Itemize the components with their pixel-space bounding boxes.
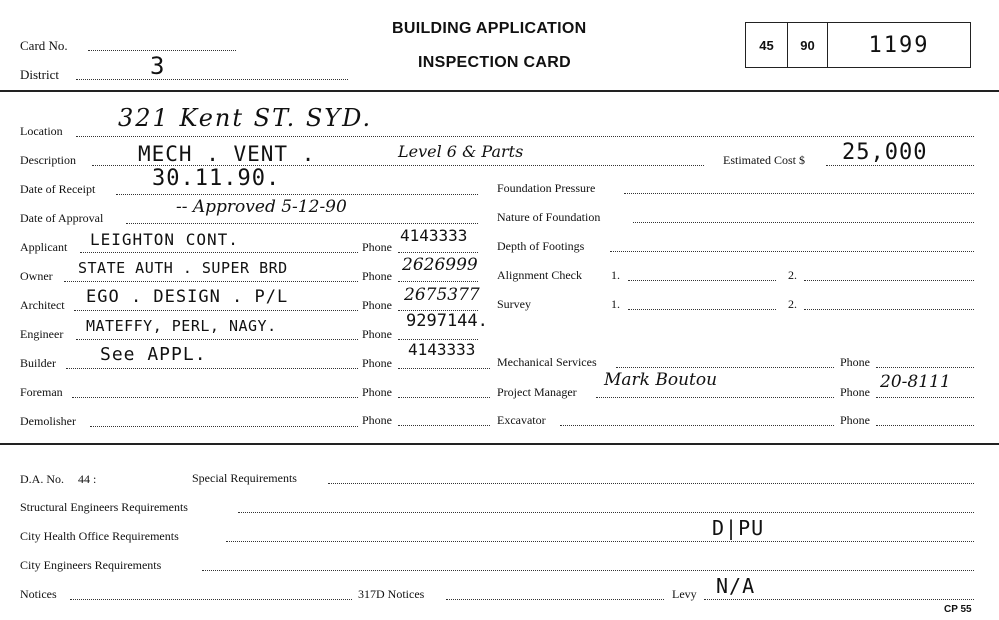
depth-of-footings-label: Depth of Footings	[497, 239, 585, 253]
alignment-check-2-line	[804, 280, 974, 281]
builder-label: Builder	[20, 356, 56, 370]
ref-year-prefix: 45	[746, 23, 788, 67]
levy-value: N/A	[716, 574, 756, 598]
engineer-value: MATEFFY, PERL, NAGY.	[86, 317, 277, 335]
excavator-phone-line	[876, 425, 974, 426]
architect-phone-value: 2675377	[404, 285, 480, 305]
estimated-cost-line	[826, 165, 974, 166]
nature-of-foundation-line	[633, 222, 974, 223]
notices-line	[70, 599, 352, 600]
mechanical-services-label: Mechanical Services	[497, 355, 597, 369]
date-of-receipt-value: 30.11.90.	[152, 166, 281, 191]
engineer-phone-label: Phone	[362, 327, 392, 341]
applicant-line	[80, 252, 358, 253]
project-manager-phone-label: Phone	[840, 385, 870, 399]
project-manager-phone-value: 20-8111	[880, 372, 951, 392]
da-no-value: 44 :	[78, 472, 97, 486]
foundation-pressure-label: Foundation Pressure	[497, 181, 596, 195]
district-value: 3	[150, 52, 166, 80]
foreman-line	[72, 397, 358, 398]
project-manager-label: Project Manager	[497, 385, 577, 399]
architect-label: Architect	[20, 298, 65, 312]
form-subtitle: INSPECTION CARD	[418, 54, 571, 71]
city-health-line	[226, 541, 974, 542]
location-line	[76, 136, 974, 137]
alignment-check-label: Alignment Check	[497, 268, 582, 282]
da-no-label: D.A. No.	[20, 472, 64, 486]
survey-label: Survey	[497, 297, 531, 311]
description-extra: Level 6 & Parts	[398, 142, 524, 161]
builder-line	[66, 368, 358, 369]
demolisher-label: Demolisher	[20, 414, 76, 428]
special-requirements-label: Special Requirements	[192, 471, 297, 485]
section-divider	[0, 443, 999, 445]
owner-label: Owner	[20, 269, 53, 283]
owner-phone-value: 2626999	[402, 255, 478, 275]
survey-1-label: 1.	[611, 297, 620, 311]
date-of-receipt-label: Date of Receipt	[20, 182, 96, 196]
alignment-check-1-label: 1.	[611, 268, 620, 282]
form-code: CP 55	[944, 604, 972, 615]
engineer-line	[76, 339, 358, 340]
excavator-phone-label: Phone	[840, 413, 870, 427]
city-health-value: D|PU	[712, 516, 765, 540]
foreman-phone-label: Phone	[362, 385, 392, 399]
demolisher-phone-line	[398, 425, 490, 426]
demolisher-phone-label: Phone	[362, 413, 392, 427]
levy-line	[704, 599, 974, 600]
architect-phone-label: Phone	[362, 298, 392, 312]
ref-number: 1199	[868, 32, 930, 58]
district-label: District	[20, 67, 59, 82]
ref-year: 90	[788, 23, 828, 67]
estimated-cost-label: Estimated Cost $	[723, 153, 805, 167]
form-title: BUILDING APPLICATION	[392, 20, 587, 37]
district-line	[76, 79, 348, 80]
foreman-phone-line	[398, 397, 490, 398]
notices-label: Notices	[20, 587, 57, 601]
special-requirements-line	[328, 483, 974, 484]
owner-value: STATE AUTH . SUPER BRD	[78, 259, 288, 277]
header-divider	[0, 90, 999, 92]
applicant-value: LEIGHTON CONT.	[90, 230, 239, 249]
survey-2-label: 2.	[788, 297, 797, 311]
project-manager-phone-line	[876, 397, 974, 398]
city-engineers-label: City Engineers Requirements	[20, 558, 162, 572]
location-label: Location	[20, 124, 63, 138]
owner-line	[64, 281, 358, 282]
estimated-cost-value: 25,000	[842, 140, 928, 165]
card-no-line	[88, 50, 236, 51]
project-manager-value: Mark Boutou	[604, 370, 718, 390]
owner-phone-label: Phone	[362, 269, 392, 283]
survey-1-line	[628, 309, 776, 310]
levy-label: Levy	[672, 587, 697, 601]
card-no-label: Card No.	[20, 38, 68, 53]
mechanical-services-phone-line	[876, 367, 974, 368]
alignment-check-1-line	[628, 280, 776, 281]
excavator-line	[560, 425, 834, 426]
architect-line	[74, 310, 358, 311]
builder-phone-value: 4143333	[408, 340, 476, 359]
city-health-label: City Health Office Requirements	[20, 529, 179, 543]
applicant-phone-line	[398, 252, 478, 253]
nature-of-foundation-label: Nature of Foundation	[497, 210, 601, 224]
foundation-pressure-line	[624, 193, 974, 194]
description-label: Description	[20, 153, 76, 167]
structural-engineers-label: Structural Engineers Requirements	[20, 500, 188, 514]
depth-of-footings-line	[610, 251, 974, 252]
applicant-phone-value: 4143333	[400, 226, 468, 245]
applicant-label: Applicant	[20, 240, 68, 254]
excavator-label: Excavator	[497, 413, 546, 427]
date-of-receipt-line	[116, 194, 478, 195]
architect-value: EGO . DESIGN . P/L	[86, 287, 289, 307]
date-of-approval-line	[126, 223, 478, 224]
project-manager-line	[596, 397, 834, 398]
alignment-check-2-label: 2.	[788, 268, 797, 282]
builder-phone-label: Phone	[362, 356, 392, 370]
city-engineers-line	[202, 570, 974, 571]
engineer-label: Engineer	[20, 327, 64, 341]
builder-value: See APPL.	[100, 344, 207, 365]
location-value: 321 Kent ST. SYD.	[118, 104, 373, 132]
date-of-approval-label: Date of Approval	[20, 211, 104, 225]
notices-317d-label: 317D Notices	[358, 587, 425, 601]
description-value: MECH . VENT .	[138, 142, 316, 166]
mechanical-services-line	[616, 367, 834, 368]
mechanical-services-phone-label: Phone	[840, 355, 870, 369]
notices-317d-line	[446, 599, 664, 600]
date-of-approval-value: -- Approved 5-12-90	[176, 197, 347, 217]
applicant-phone-label: Phone	[362, 240, 392, 254]
foreman-label: Foreman	[20, 385, 63, 399]
builder-phone-line	[398, 368, 490, 369]
survey-2-line	[804, 309, 974, 310]
reference-number-box	[745, 22, 971, 68]
demolisher-line	[90, 426, 358, 427]
owner-phone-line	[398, 281, 478, 282]
structural-engineers-line	[238, 512, 974, 513]
engineer-phone-value: 9297144.	[406, 311, 488, 331]
